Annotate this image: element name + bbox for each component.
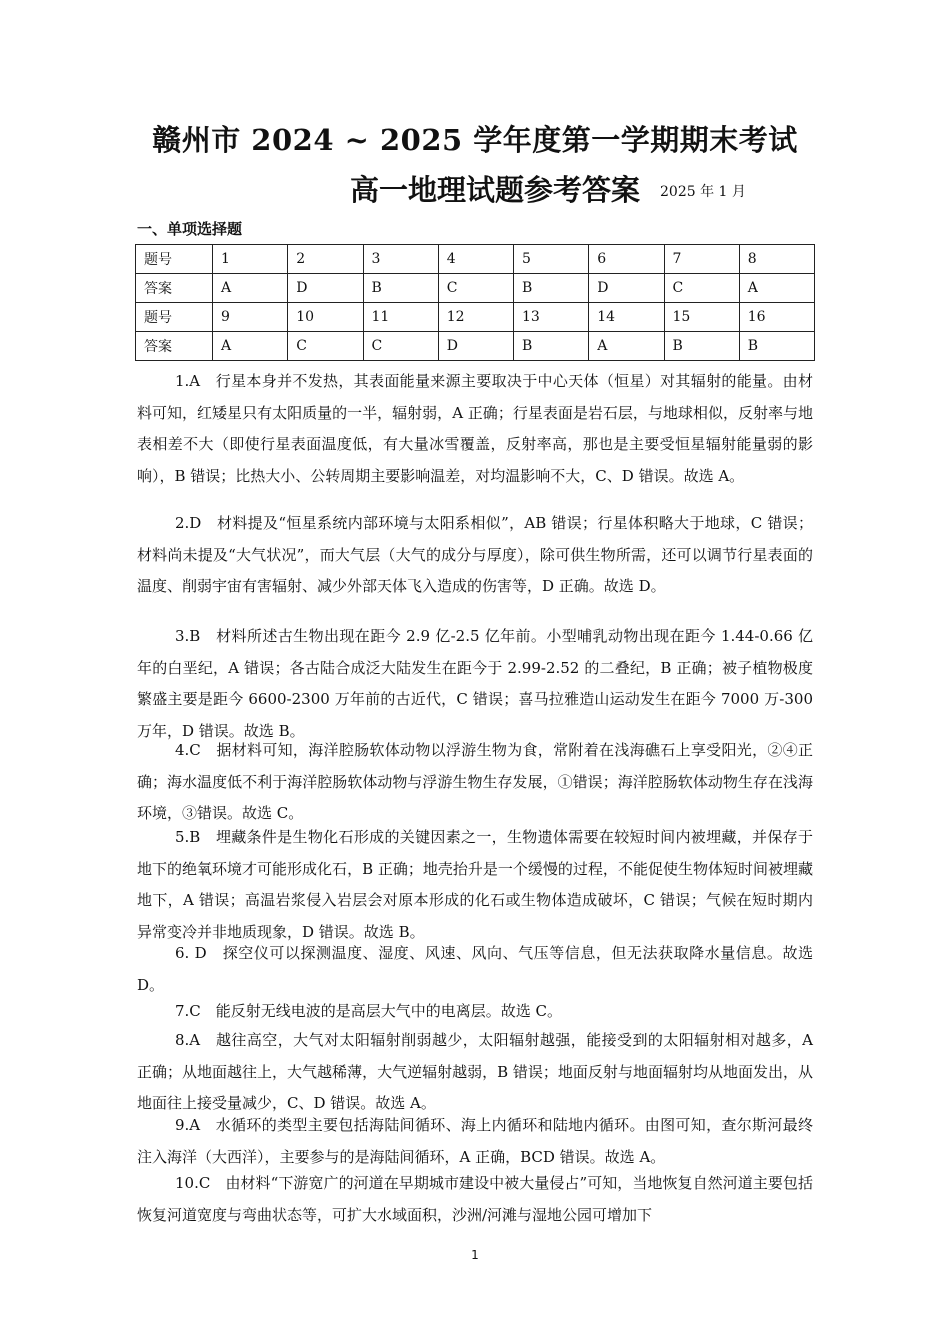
table-cell: B (363, 274, 438, 303)
table-cell: 7 (664, 245, 739, 274)
table-cell: D (438, 332, 513, 361)
answer-table (135, 244, 815, 361)
table-cell: 答案 (136, 274, 213, 303)
table-cell: 答案 (136, 332, 213, 361)
table-cell: B (514, 274, 589, 303)
answer-explanation-10: 10.C 由材料“下游宽广的河道在早期城市建设中被大量侵占”可知，当地恢复自然河道主要包括恢复河道宽度与弯曲状态等，可扩大水域面积，沙洲/河滩与湿地公园可增加下 (137, 1174, 813, 1224)
table-cell: 1 (213, 245, 288, 274)
table-cell: 13 (514, 303, 589, 332)
answer-explanation-2: 2.D 材料提及“恒星系统内部环境与太阳系相似”，AB 错误；行星体积略大于地球，C 错误；材料尚未提及“大气状况”，而大气层（大气的成分与厚度），除可供生物所需，还可以调节行星表面的温度、削弱宇宙有害辐射、减少外部天体飞入造成的伤害等，D 正确。故选 D。 (137, 514, 813, 596)
section-heading: 一、单项选择题 (137, 220, 243, 238)
table-cell: 6 (589, 245, 664, 274)
table-cell: C (288, 332, 363, 361)
table-row (136, 332, 815, 361)
table-cell: A (739, 274, 814, 303)
page-title-line1: 赣州市 2024 ~ 2025 学年度第一学期期末考试 (152, 123, 798, 157)
table-row (136, 274, 815, 303)
table-cell: C (664, 274, 739, 303)
table-cell: B (514, 332, 589, 361)
table-cell: C (363, 332, 438, 361)
table-cell: A (589, 332, 664, 361)
table-cell: B (739, 332, 814, 361)
answer-explanation-1: 1.A 行星本身并不发热，其表面能量来源主要取决于中心天体（恒星）对其辐射的能量。由材料可知，红矮星只有太阳质量的一半，辐射弱，A 正确；行星表面是岩石层，与地球相似，反射率与地表相差不大（即使行星表面温度低，有大量冰雪覆盖，反射率高，那也是主要受恒星辐射能量弱的影响），B 错误；比热大小、公转周期主要影响温差，对均温影响不大，C、D 错误。故选 A。 (137, 372, 813, 485)
table-cell: 16 (739, 303, 814, 332)
table-cell: 8 (739, 245, 814, 274)
table-cell: 3 (363, 245, 438, 274)
table-cell: 14 (589, 303, 664, 332)
answer-explanation-8: 8.A 越往高空，大气对太阳辐射削弱越少，太阳辐射越强，能接受到的太阳辐射相对越多，A 正确；从地面越往上，大气越稀薄，大气逆辐射越弱，B 错误；地面反射与地面辐射均从地面发出，从地面往上接受量减少，C、D 错误。故选 A。 (137, 1031, 813, 1113)
answer-explanation-5: 5.B 埋藏条件是生物化石形成的关键因素之一，生物遗体需要在较短时间内被埋藏，并保存于地下的绝氧环境才可能形成化石，B 正确；地壳抬升是一个缓慢的过程，不能促使生物体短时间被埋藏地下，A 错误；高温岩浆侵入岩层会对原本形成的化石或生物体造成破坏，C 错误；气候在短时期内异常变冷并非地质现象，D 错误。故选 B。 (137, 828, 813, 941)
answer-explanation-9: 9.A 水循环的类型主要包括海陆间循环、海上内循环和陆地内循环。由图可知，查尔斯河最终注入海洋（大西洋），主要参与的是海陆间循环，A 正确，BCD 错误。故选 A。 (137, 1116, 813, 1166)
table-cell: 5 (514, 245, 589, 274)
page-title-line2: 高一地理试题参考答案 (350, 173, 641, 207)
table-cell: D (589, 274, 664, 303)
table-cell: A (213, 274, 288, 303)
table-cell: 15 (664, 303, 739, 332)
table-cell: A (213, 332, 288, 361)
table-cell: B (664, 332, 739, 361)
table-row (136, 303, 815, 332)
table-cell: 题号 (136, 245, 213, 274)
page-number: 1 (471, 1248, 479, 1262)
table-cell: 9 (213, 303, 288, 332)
table-cell: 11 (363, 303, 438, 332)
table-cell: 10 (288, 303, 363, 332)
table-cell: 4 (438, 245, 513, 274)
answer-explanation-7: 7.C 能反射无线电波的是高层大气中的电离层。故选 C。 (175, 1002, 563, 1020)
table-row (136, 245, 815, 274)
table-cell: 题号 (136, 303, 213, 332)
answer-explanation-4: 4.C 据材料可知，海洋腔肠软体动物以浮游生物为食，常附着在浅海礁石上享受阳光，②④正确；海水温度低不利于海洋腔肠软体动物与浮游生物生存发展，①错误；海洋腔肠软体动物生存在浅海环境，③错误。故选 C。 (137, 741, 813, 823)
answer-explanation-3: 3.B 材料所述古生物出现在距今 2.9 亿-2.5 亿年前。小型哺乳动物出现在距今 1.44-0.66 亿年的白垩纪，A 错误；各古陆合成泛大陆发生在距今于 2.99-2.52 的二叠纪，B 正确；被子植物极度繁盛主要是距今 6600-2300 万年前的古近代，C 错误；喜马拉雅造山运动发生在距今 7000 万-300 万年，D 错误。故选 B。 (137, 627, 814, 740)
table-cell: 12 (438, 303, 513, 332)
table-cell: D (288, 274, 363, 303)
table-cell: C (438, 274, 513, 303)
exam-date: 2025 年 1 月 (660, 184, 746, 200)
answer-explanation-6: 6. D 探空仪可以探测温度、湿度、风速、风向、气压等信息，但无法获取降水量信息。故选 D。 (137, 944, 813, 994)
table-cell: 2 (288, 245, 363, 274)
